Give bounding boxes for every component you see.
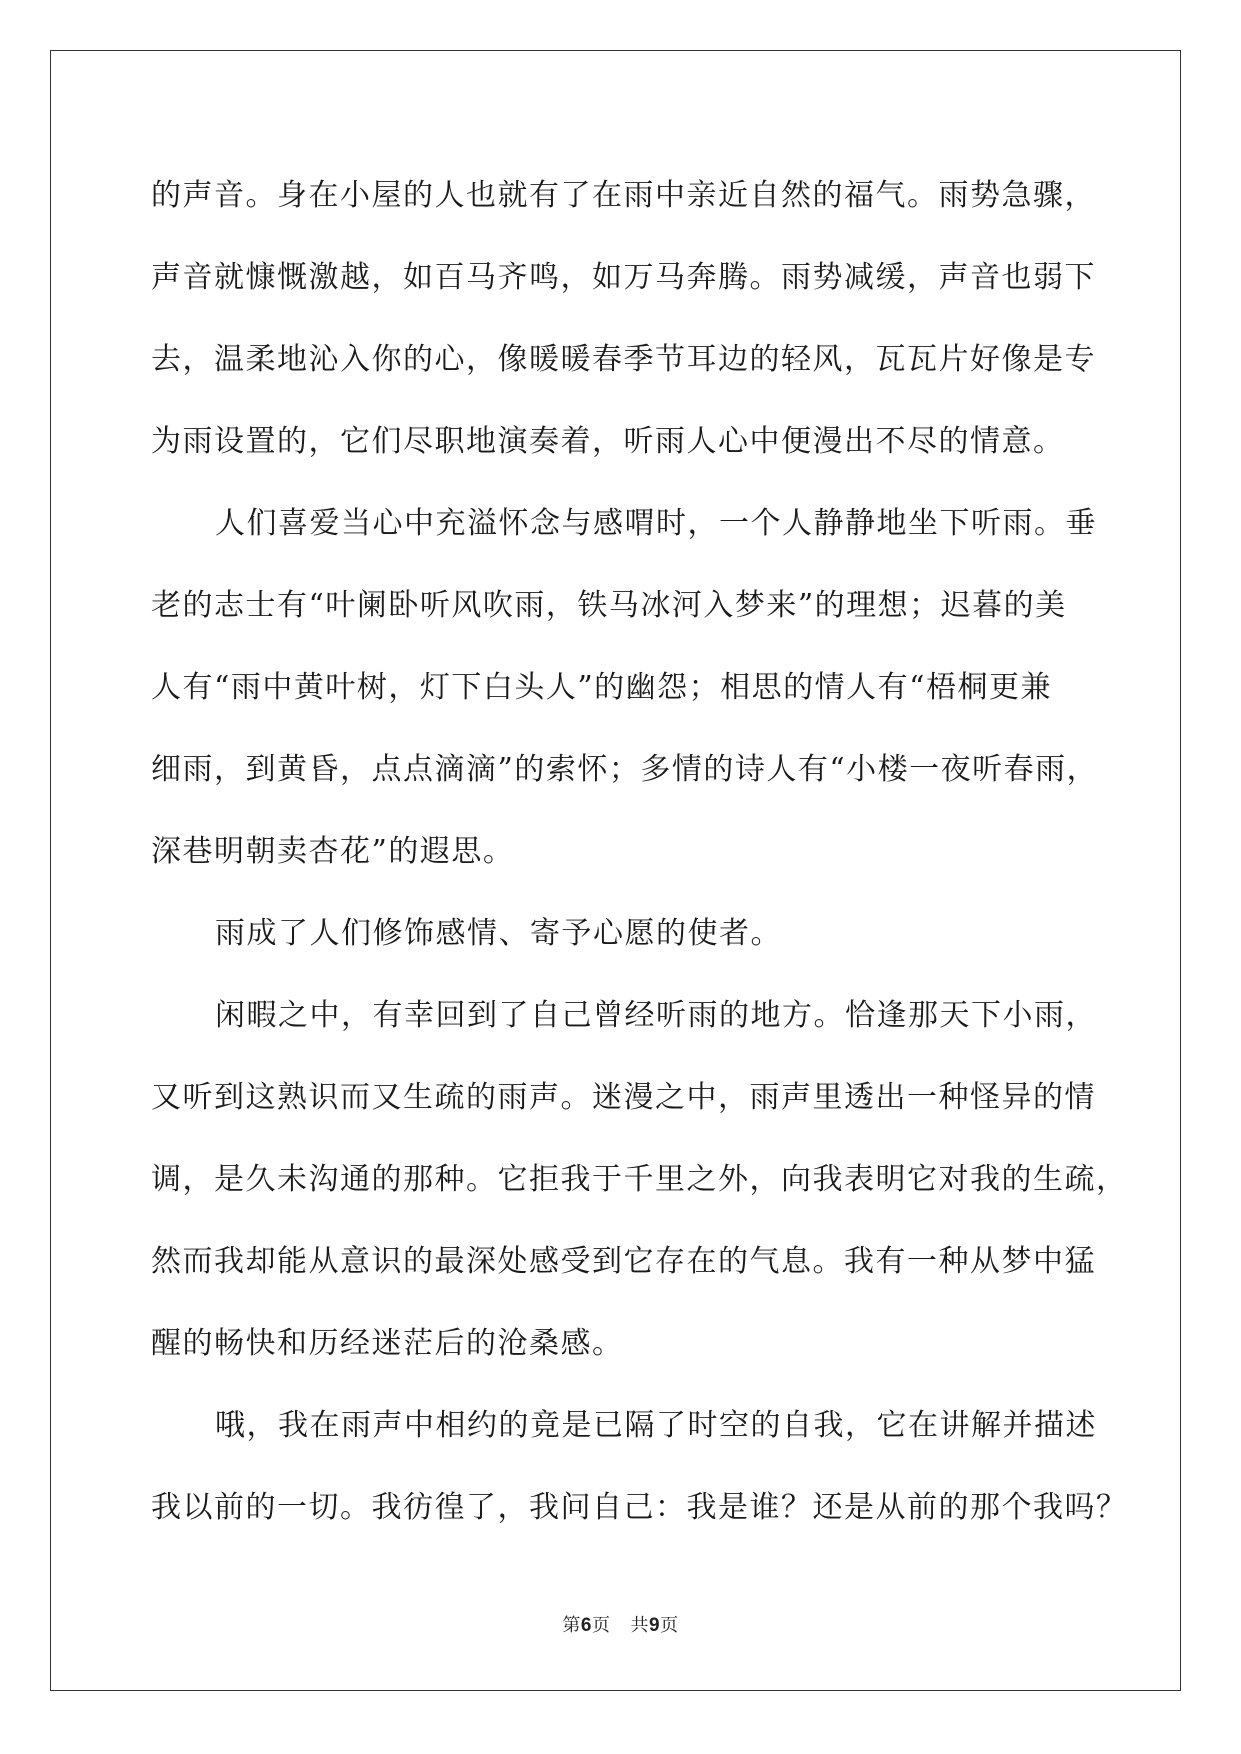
total-page-number: 9	[649, 1615, 661, 1636]
text-line: 我以前的一切。我彷徨了，我问自己：我是谁？还是从前的那个我吗？	[151, 1490, 1128, 1525]
total-unit: 页	[660, 1615, 679, 1636]
text-line: 人们喜爱当心中充溢怀念与感喟时，一个人静静地坐下听雨。垂	[215, 506, 1097, 541]
text-line: 去，温柔地沁入你的心，像暖暖春季节耳边的轻风，瓦瓦片好像是专	[151, 342, 1096, 377]
paragraph	[151, 893, 1101, 975]
total-prefix: 共	[630, 1615, 649, 1636]
page-footer	[0, 1611, 1241, 1637]
document-body	[151, 155, 1128, 1549]
text-line: 调，是久未沟通的那种。它拒我于千里之外，向我表明它对我的生疏，	[151, 1162, 1128, 1197]
text-line: 老的志士有“叶阑卧听风吹雨，铁马冰河入梦来”的理想；迟暮的美	[151, 588, 1067, 623]
text-line: 又听到这熟识而又生疏的雨声。迷漫之中，雨声里透出一种怪异的情	[151, 1080, 1096, 1115]
text-line: 细雨，到黄昏，点点滴滴”的索怀；多情的诗人有“小楼一夜听春雨，	[151, 752, 1099, 787]
paragraph	[151, 975, 1128, 1385]
paragraph	[151, 483, 1101, 893]
text-line: 雨成了人们修饰感情、寄予心愿的使者。	[215, 916, 782, 951]
current-page-number: 6	[580, 1615, 592, 1636]
text-line: 哦，我在雨声中相约的竟是已隔了时空的自我，它在讲解并描述	[215, 1408, 1097, 1443]
text-line: 醒的畅快和历经迷茫后的沧桑感。	[151, 1326, 624, 1361]
text-line: 为雨设置的，它们尽职地演奏着，听雨人心中便漫出不尽的情意。	[151, 424, 1065, 459]
text-line: 声音就慷慨激越，如百马齐鸣，如万马奔腾。雨势减缓，声音也弱下	[151, 260, 1096, 295]
paragraph	[151, 155, 1101, 483]
text-line: 闲暇之中，有幸回到了自己曾经听雨的地方。恰逢那天下小雨，	[215, 998, 1097, 1033]
page-prefix: 第	[562, 1615, 581, 1636]
paragraph	[151, 1385, 1128, 1549]
page-unit: 页	[592, 1615, 611, 1636]
text-line: 深巷明朝卖杏花”的遐思。	[151, 834, 515, 869]
text-line: 人有“雨中黄叶树，灯下白头人”的幽怨；相思的情人有“梧桐更兼	[151, 670, 1053, 705]
text-line: 的声音。身在小屋的人也就有了在雨中亲近自然的福气。雨势急骤，	[151, 178, 1096, 213]
text-line: 然而我却能从意识的最深处感受到它存在的气息。我有一种从梦中猛	[151, 1244, 1096, 1279]
